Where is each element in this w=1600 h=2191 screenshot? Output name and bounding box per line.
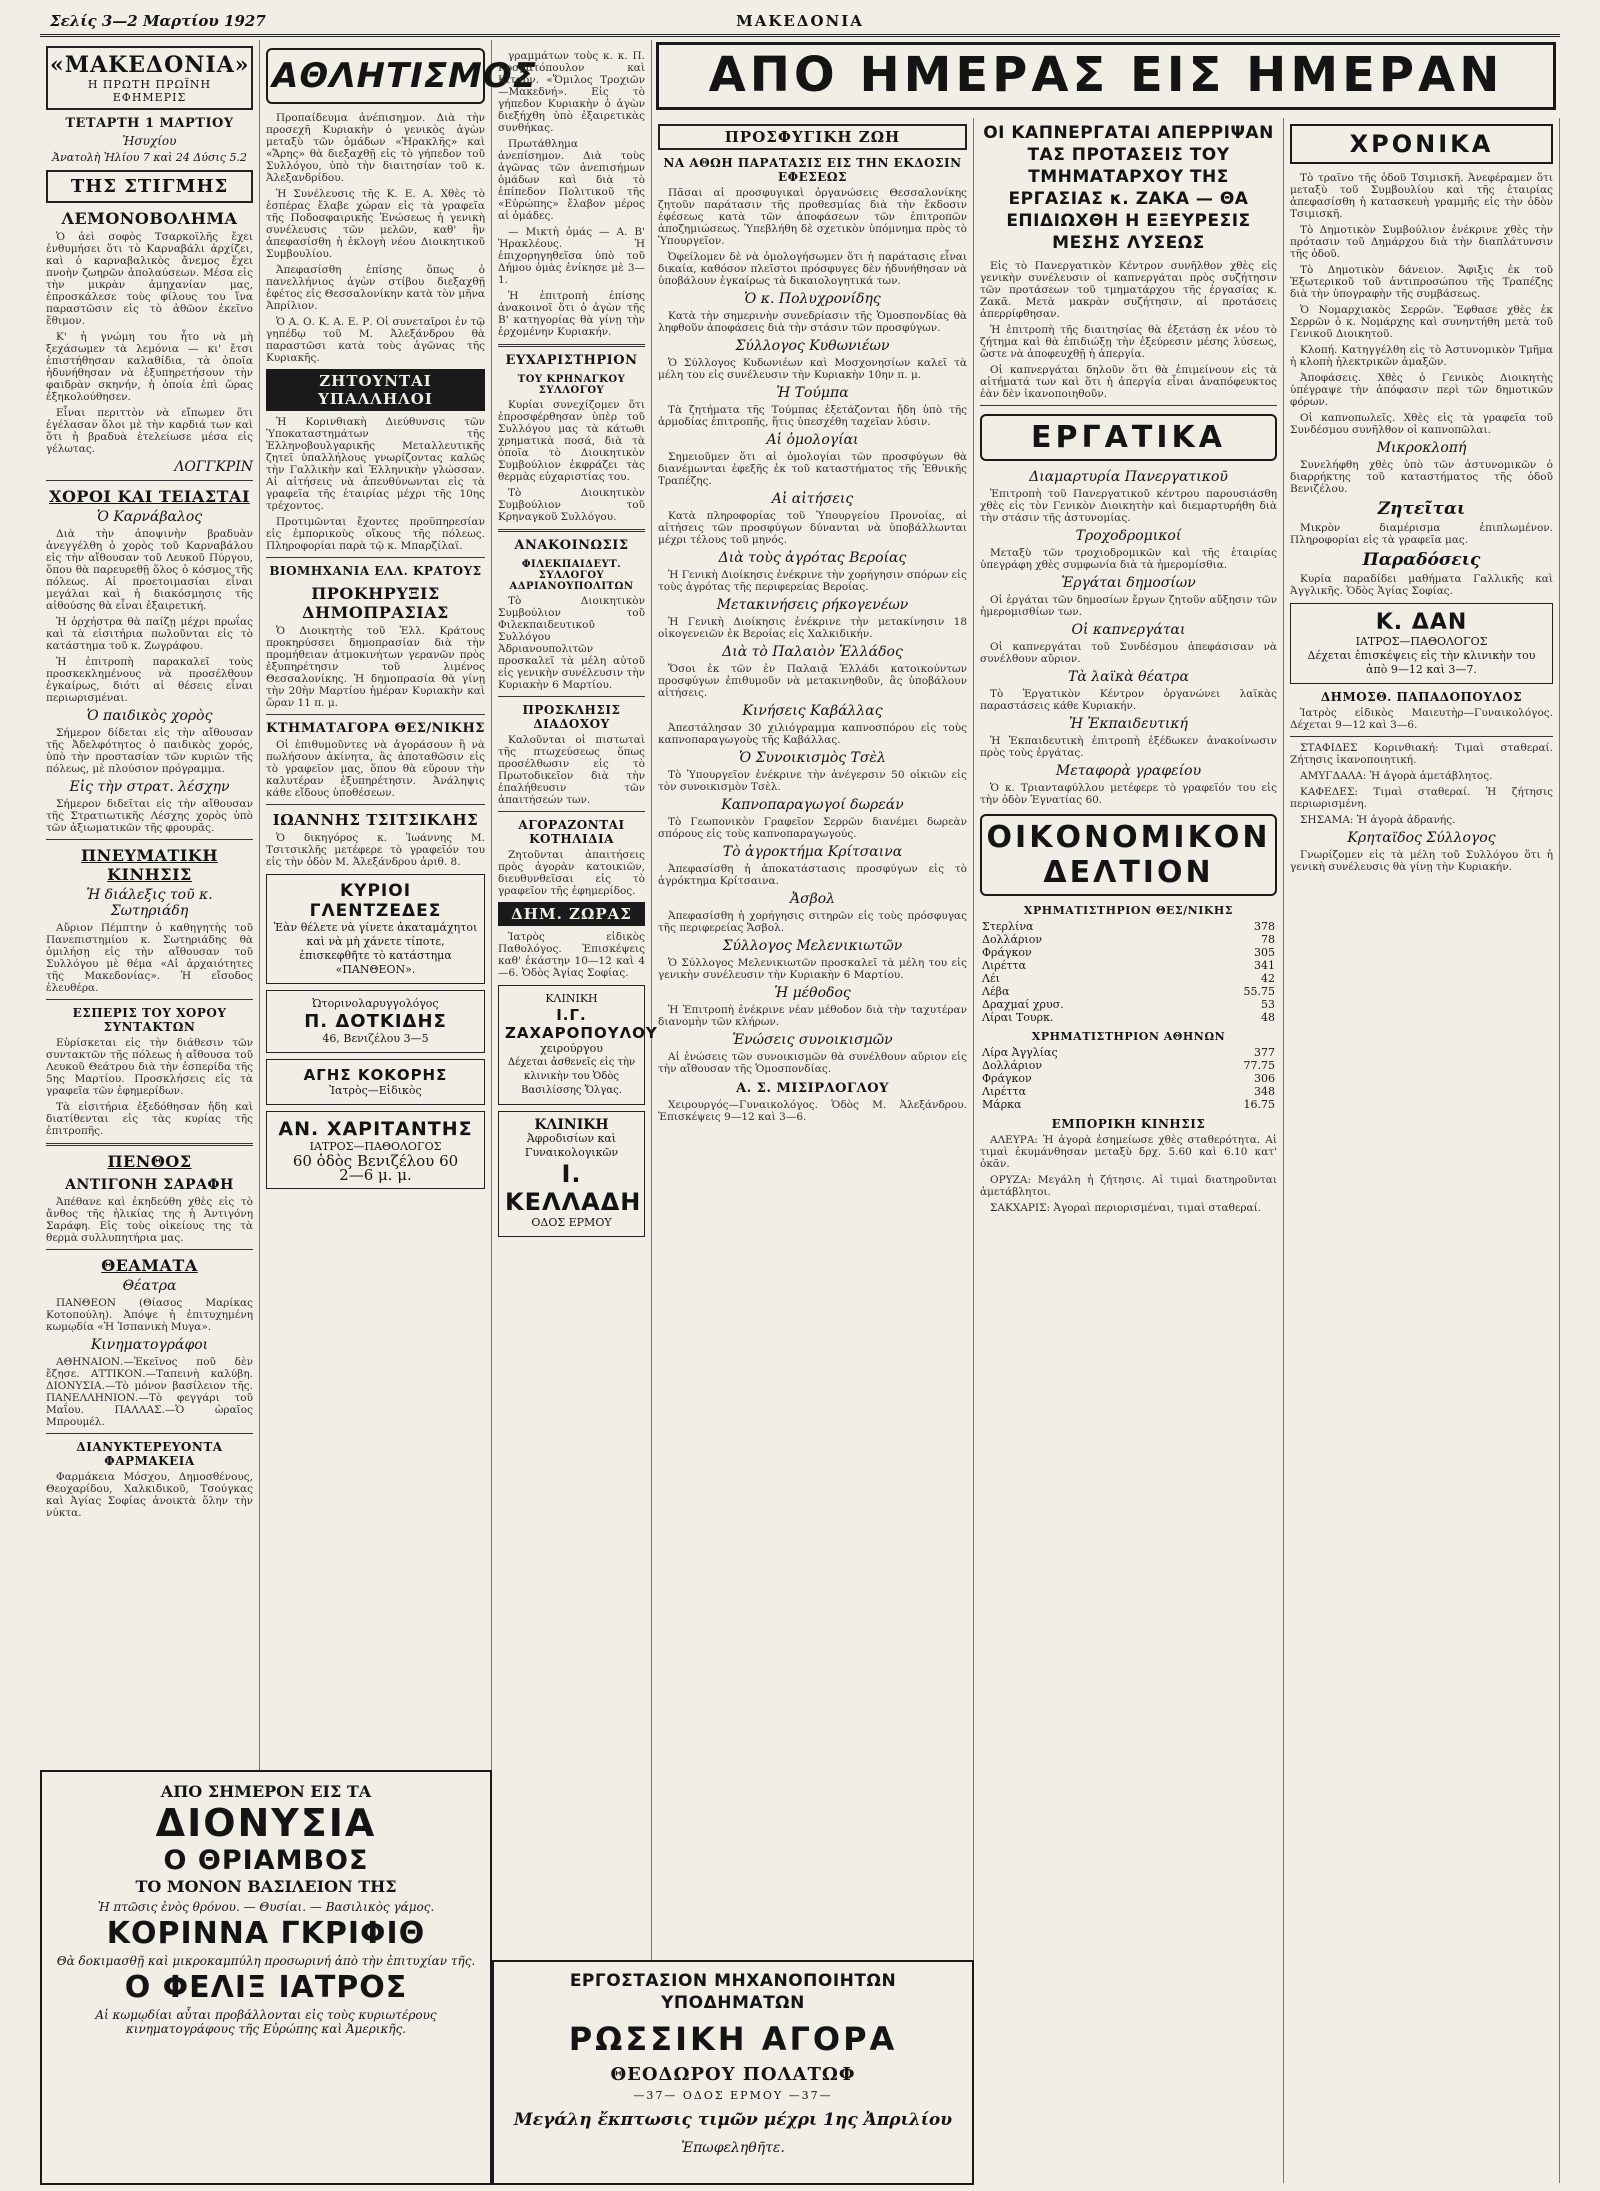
xrimat2-table <box>980 1046 1277 1111</box>
klinikh1: ΚΛΙΝΙΚΗ <box>545 992 598 1005</box>
omologia-title: Αἱ ὁμολογίαι <box>766 432 859 448</box>
paidikos-title: Ὁ παιδικὸς χορὸς <box>86 708 213 724</box>
dionysia-b: ΔΙΟΝΥΣΙΑ <box>155 1801 377 1845</box>
xrimat-rate: 341 <box>1254 959 1275 972</box>
kapnergatai-headline: ΟΙ ΚΑΠΝΕΡΓΑΤΑΙ ΑΠΕΡΡΙΨΑΝ ΤΑΣ ΠΡΟΤΑΣΕΙΣ ΤΟΥ ΤΜΗΜΑΤΑΡΧΟΥ ΤΗΣ ΕΡΓΑΣΙΑΣ κ. ΖΑΚΑ — ΘΑ ΕΠΙΔΙΩΧΘΗ Η ΕΞΕΥΡΕΣΙΣ ΜΕΣΗΣ ΛΥΣΕΩΣ <box>983 123 1274 253</box>
xrimat2-rate: 348 <box>1254 1085 1275 1098</box>
klinikh2: ΚΛΙΝΙΚΗ <box>534 1117 609 1133</box>
xrimat-rate: 53 <box>1261 998 1275 1011</box>
athoh-title: ΝΑ ΑΘΩΗ ΠΑΡΑΤΑΣΙΣ ΕΙΣ ΤΗΝ ΕΚΔΟΣΙΝ ΕΦΕΣΕΩΣ <box>663 156 962 184</box>
xrimat-title: ΧΡΗΜΑΤΙΣΤΗΡΙΟΝ ΘΕΣ/ΝΙΚΗΣ <box>1023 904 1234 917</box>
agis-sub: Ἰατρὸς—Εἰδικὸς <box>329 1084 422 1097</box>
prosfygiki-box <box>658 124 967 150</box>
xrimat-row <box>980 972 1277 985</box>
diam-title: Διαμαρτυρία Πανεργατικοῦ <box>1029 469 1228 485</box>
zaxaropoulou-sub: χειρούργου <box>540 1042 603 1055</box>
saint: Ἡσυχίου <box>122 134 177 148</box>
glentzedes-ad: ΚΥΡΙΟΙ ΓΛΕΝΤΖΕΔΕΣ Ἐὰν θέλετε νὰ γίνετε ἀκαταμάχητοι καὶ νὰ μὴ χάνετε τίποτε, ἐπισκεφθῆτε τὸ κατάστημα «ΠΑΝΘΕΟΝ». <box>266 874 485 984</box>
dionysia-d: ΤΟ ΜΟΝΟΝ ΒΑΣΙΛΕΙΟΝ ΤΗΣ <box>135 1877 397 1896</box>
viomix-title: ΒΙΟΜΗΧΑΝΙΑ ΕΛΛ. ΚΡΑΤΟΥΣ <box>269 564 482 578</box>
dionysia-a: ΑΠΟ ΣΗΜΕΡΟΝ ΕΙΣ ΤΑ <box>160 1782 372 1801</box>
meleniko-title: Σύλλογος Μελενικιωτῶν <box>722 938 903 954</box>
ergost-d: —37— ΟΔΟΣ ΕΡΜΟΥ —37— <box>633 2089 833 2102</box>
xrimat-rate: 48 <box>1261 1011 1275 1024</box>
xaritantis-addr: 60 ὁδὸς Βενιζέλου 60 <box>292 1152 459 1170</box>
agathi-title: Διὰ τοὺς ἀγρότας Βεροίας <box>718 550 907 566</box>
xrimat2-row <box>980 1046 1277 1059</box>
otor-sub: Ὠτορινολαρυγγολόγος <box>312 997 439 1010</box>
prosklisis-title: ΠΡΟΣΚΛΗΣΙΣ ΔΙΑΔΟΧΟΥ <box>522 703 621 731</box>
anakoinosis-title: ΑΝΑΚΟΙΝΩΣΙΣ <box>514 538 629 553</box>
xrimat2-rate: 377 <box>1254 1046 1275 1059</box>
column-1: «ΜΑΚΕΔΟΝΙΑ» Η ΠΡΩΤΗ ΠΡΩΪΝΗ ΕΦΗΜΕΡΙΣ ΤΕΤΑΡΤΗ 1 ΜΑΡΤΙΟΥ Ἡσυχίου Ἀνατολὴ Ἡλίου 7 καὶ 24 Δύσις 5.2 ΤΗΣ ΣΤΙΓΜΗΣ ΛΕΜΟΝΟΒΟΛΗΜΑ Ὁ ἀεὶ σοφὸς Τσαρκοϊλῆς ἔχει ἐνθυμήσει ὅτι τὸ Καρναβάλι ἀρχίζει, καὶ ὁ καρναβαλικὸς ἄνεμος ἔχει πνοὴν ζωηρῶν ἀπολαύσεων. Μέσα εἰς τὴν μικρὰν ἀμηχανίαν μας, ἐπροσκάλεσε τοὺς φίλους του ἵνα παραστῶσιν εἰς τὸ ἀθῶον ἐκεῖνο ἔθιμον. Κ' ἡ γνώμη του ἦτο νὰ μὴ ξεχάσωμεν τὰ λεμόνια — κι' ἔτσι ἐπιστήθησαν καλαθίδια, τὰ ὁποῖα ἠδυνήθησαν νὰ ἐξυπηρετήσουν τὴν φαιδρὰν σκηνήν, ἡ ὁποία ἐπὶ ὥρας ἐξηκολούθησεν. Εἶναι περιττὸν νὰ εἴπωμεν ὅτι ἐγέλασαν ὅλοι μὲ τὴν καρδιά των καὶ ὅτι ἡ βραδυὰ ἐτελείωσε μέσα εἰς γέλωτας. ΛΟΓΓΚΡΙΝ ΧΟΡΟΙ ΚΑΙ ΤΕΙΑΣΤΑΙ Ὁ Καρνάβαλος Διὰ τὴν ἀποψινὴν βραδυὰν ἀνεγγέλθη ὁ χορὸς τοῦ Καρναβάλου εἰς τὴν αἴθουσαν τοῦ Λευκοῦ Πύργου, ὅπου θὰ παρευρεθῇ ὅλος ὁ κόσμος τῆς πόλεως. Αἱ προετοιμασίαι εἶναι μεγάλαι καὶ ἡ διακόσμησις τῆς αἰθούσης θὰ εἶναι ἐξαιρετική. Ἡ ὀρχήστρα θὰ παίζῃ μέχρι πρωΐας καὶ τὰ εἰσιτήρια πωλοῦνται εἰς τὸ κατάστημα τοῦ κ. Ζωγράφου. Ἡ ἐπιτροπὴ παρακαλεῖ τοὺς προσκεκλημένους νὰ προσέλθουν ἐγκαίρως, διότι αἱ θέσεις εἶναι περιωρισμέναι. Ὁ παιδικὸς χορὸς Σήμερον δίδεται εἰς τὴν αἴθουσαν τῆς Ἀδελφότητος ὁ παιδικὸς χορός, ὑπὸ τὴν προστασίαν τῶν κυριῶν τῆς πόλεως, μὲ πλούσιον πρόγραμμα. Εἰς τὴν στρατ. λέσχην Σήμερον διδεῖται εἰς τὴν αἴθουσαν τῆς Στρατιωτικῆς Λέσχης χορὸς ὑπὸ τῶν ἀξιωματικῶν τῆς φρουρᾶς. ΠΝΕΥΜΑΤΙΚΗ ΚΙΝΗΣΙΣ Ἡ διάλεξις τοῦ κ. Σωτηριάδη Αὔριον Πέμπτην ὁ καθηγητὴς τοῦ Πανεπιστημίου κ. Σωτηριάδης θὰ ὁμιλήσῃ εἰς τὴν αἴθουσαν τοῦ Συλλόγου μὲ θέμα «Αἱ ἀρχαιότητες τῆς Μακεδονίας». Ἡ εἴσοδος ἐλευθέρα. ΕΣΠΕΡΙΣ ΤΟΥ ΧΟΡΟΥ ΣΥΝΤΑΚΤΩΝ Εὑρίσκεται εἰς τὴν διάθεσιν τῶν συντακτῶν τῆς πόλεως ἡ αἴθουσα τοῦ Λευκοῦ Θεάτρου διὰ τὴν ἐσπερίδα τῆς 5ης Μαρτίου. Προσκλήσεις εἰς τὰ γραφεῖα τῶν ἐφημερίδων. Τὰ εἰσιτήρια ἐξεδόθησαν ἤδη καὶ διατίθενται εἰς τὰς κυρίας τῆς ἐπιτροπῆς. ΠΕΝΘΟΣ ΑΝΤΙΓΟΝΗ ΣΑΡΑΦΗ Ἀπέθανε καὶ ἐκηδεύθη χθὲς εἰς τὸ ἄνθος τῆς ἡλικίας της ἡ Ἀντιγόνη Σαράφη. Εἰς τοὺς οἰκείους της τὰ θερμὰ συλλυπητήρια μας. ΘΕΑΜΑΤΑ Θέατρα ΠΑΝΘΕΟΝ (Θίασος Μαρίκας Κοτοπούλη). Ἀπόψε ἡ ἐπιτυχημένη κωμῳδία «Ἡ Ἰσπανικὴ Μυγα». Κινηματογράφοι ΑΘΗΝΑΙΟΝ.—Ἐκεῖνος ποῦ δὲν ἔζησε. ΑΤΤΙΚΟΝ.—Ταπεινὴ καλύβη. ΔΙΟΝΥΣΙΑ.—Τὸ μόνον βασίλειον τῆς. ΠΑΝΕΛΛΗΝΙΟΝ.—Τὸ φεγγάρι τοῦ Μαΐου. ΠΑΛΛΑΣ.—Ὁ ὡραῖος Μπρουμέλ. ΔΙΑΝΥΚΤΕΡΕΥΟΝΤΑ ΦΑΡΜΑΚΕΙΑ Φαρμάκεια Μόσχου, Δημοσθένους, Θεοχαρίδου, Χαλκιδικοῦ, Τσούγκας καὶ Ἀγίας Σοφίας ἀνοικτὰ ὅλην τὴν νύκτα. <box>40 40 260 2183</box>
ergates-title: Ἐργάται δημοσίων <box>1061 575 1196 591</box>
signature-1: ΛΟΓΓΚΡΙΝ <box>174 459 253 475</box>
ioannis-title: ΙΩΑΝΝΗΣ ΤΣΙΤΣΙΚΛΗΣ <box>272 811 479 829</box>
krinagou-title: ΤΟΥ ΚΡΗΝΑΓΚΟΥ ΣΥΛΛΟΓΟΥ <box>517 374 626 396</box>
zaxaropoulou-ad: ΚΛΙΝΙΚΗ Ι.Γ. ΖΑΧΑΡΟΠΟΥΛΟΥ χειρούργου Δέχεται ἀσθενεῖς εἰς τὴν κλινικὴν του Ὁδὸς Βασιλίσσης Ὄλγας. <box>498 985 645 1105</box>
kellad-ad <box>498 1111 645 1237</box>
karnavalos-title: Ὁ Καρνάβαλος <box>96 509 203 525</box>
kellad-sub: Ἀφροδισίων καὶ Γυναικολογικῶν <box>524 1132 619 1159</box>
ergost-a: ΕΡΓΟΣΤΑΣΙΟΝ ΜΗΧΑΝΟΠΟΙΗΤΩΝ ΥΠΟΔΗΜΑΤΩΝ <box>569 1971 897 2013</box>
mikrokl-title: Μικροκλοπή <box>1376 440 1467 456</box>
kapn-title: Οἱ καπνεργάται <box>1071 622 1186 638</box>
xrimat2-currency: Δολλάριον <box>982 1059 1043 1072</box>
agis-name: ΑΓΗΣ ΚΟΚΟΡΗΣ <box>303 1066 448 1084</box>
dan-sub: ΙΑΤΡΟΣ—ΠΑΘΟΛΟΓΟΣ <box>1355 635 1488 648</box>
euxaristirion-title: ΕΥΧΑΡΙΣΤΗΡΙΟΝ <box>505 353 638 368</box>
xrimat-row <box>980 933 1277 946</box>
xrimat2-rate: 77.75 <box>1243 1059 1275 1072</box>
paradoseis-title: Παραδόσεις <box>1362 550 1481 570</box>
ergatika-title: ΕΡΓΑΤΙΚΑ <box>980 414 1277 461</box>
ktimatagora-title: ΚΤΗΜΑΤΑΓΟΡΑ ΘΕΣ/ΝΙΚΗΣ <box>266 721 485 736</box>
athlitismos-header <box>266 48 538 104</box>
laika-title: Τὰ λαϊκὰ θέατρα <box>1068 669 1189 685</box>
methodos-title: Ἡ μέθοδος <box>774 985 851 1001</box>
kyrioi-title: ΚΥΡΙΟΙ ΓΛΕΝΤΖΕΔΕΣ <box>309 881 442 921</box>
column-2: ΑΘΛΗΤΙΣΜΟΣ Προπαίδευμα ἀνέπισημον. Διὰ τὴν προσεχῆ Κυριακὴν ὁ γενικὸς ἀγὼν μεταξὺ τῶν ὁμάδων «Ἡρακλῆς» καὶ «Ἄρης» θὰ διεξαχθῇ εἰς τὸ γήπεδον τοῦ Συλλόγου, ὑπὸ τὴν διαιτησίαν τοῦ κ. Ἀλεξανδρίδου. Ἡ Συνέλευσις τῆς Κ. Ε. Α. Χθὲς τὸ ἑσπέρας ἔλαβε χώραν εἰς τὰ γραφεῖα τῆς Ποδοσφαιρικῆς Ἑνώσεως ἡ γενικὴ συνέλευσις τῶν μελῶν, καθ' ἣν ἀπεφασίσθη ἡ ἐκλογὴ νέου Διοικητικοῦ Συμβουλίου. Ἀπεφασίσθη ἐπίσης ὅπως ὁ πανελλήνιος ἀγὼν στίβου διεξαχθῇ ἐφέτος εἰς Θεσσαλονίκην κατὰ τὸν μῆνα Ἀπρίλιον. Ὁ Α. Ο. Κ. Α. Ε. Ρ. Οἱ συνεταῖροι ἐν τῷ γηπέδῳ τοῦ Μ. Ἀλεξάνδρου θὰ παραστῶσι κατὰ τοὺς ἀγῶνας τῆς Κυριακῆς. ΖΗΤΟΥΝΤΑΙ ΥΠΑΛΛΗΛΟΙ Ἡ Κορινθιακὴ Διεύθυνσις τῶν Ὑποκαταστημάτων τῆς Ἑλληνοβουλγαρικῆς Μεταλλευτικῆς ζητεῖ ὑπαλλήλους γνωρίζοντας καλῶς τὴν Γαλλικὴν καὶ Ἑλληνικὴν γλώσσαν. Αἱ αἰτήσεις νὰ ἀπευθύνωνται εἰς τὰ γραφεῖα τῆς ἑταιρίας μέχρι τῆς 10ης τρέχοντος. Προτιμῶνται ἔχοντες προϋπηρεσίαν εἰς ἐμπορικοὺς οἴκους τῆς πόλεως. Πληροφορίαι παρὰ τῷ κ. Μπαρζίλαϊ. ΒΙΟΜΗΧΑΝΙΑ ΕΛΛ. ΚΡΑΤΟΥΣ ΠΡΟΚΗΡΥΞΙΣ ΔΗΜΟΠΡΑΣΙΑΣ Ὁ Διοικητὴς τοῦ Ἐλλ. Κράτους προκηρύσσει δημοπρασίαν διὰ τὴν προμήθειαν ἀτμοκινήτων γερανῶν πρὸς ἐξυπηρέτησιν τοῦ λιμένος Θεσσαλονίκης. Ἡ δημοπρασία θὰ γίνῃ τὴν 20ὴν Μαρτίου ἡμέραν Κυριακὴν καὶ ὥραν 11 π. μ. ΚΤΗΜΑΤΑΓΟΡΑ ΘΕΣ/ΝΙΚΗΣ Οἱ ἐπιθυμοῦντες νὰ ἀγοράσουν ἢ νὰ πωλήσουν ἀκίνητα, ἂς ἀποταθῶσιν εἰς τὸ γραφεῖον μας, ὅπου θὰ εὕρουν τὴν καλυτέραν ἐξυπηρέτησιν. Ἀνάληψις κάθε εἴδους ὑποθέσεων. ΙΩΑΝΝΗΣ ΤΣΙΤΣΙΚΛΗΣ Ὁ δικηγόρος κ. Ἰωάννης Μ. Τσιτσικλῆς μετέφερε τὸ γραφεῖόν του εἰς τὴν ὁδὸν Μ. Ἀλεξάνδρου ἀριθ. 8. ΚΥΡΙΟΙ ΓΛΕΝΤΖΕΔΕΣ Ἐὰν θέλετε νὰ γίνετε ἀκαταμάχητοι καὶ νὰ μὴ χάνετε τίποτε, ἐπισκεφθῆτε τὸ κατάστημα «ΠΑΝΘΕΟΝ». Ὠτορινολαρυγγολόγος Π. ΔΟΤΚΙΔΗΣ 46, Βενιζέλου 3—5 ΑΓΗΣ ΚΟΚΟΡΗΣ Ἰατρὸς—Εἰδικὸς ΑΝ. ΧΑΡΙΤΑΝΤΗΣ ΙΑΤΡΟΣ—ΠΑΘΟΛΟΓΟΣ 60 ὁδὸς Βενιζέλου 60 2—6 μ. μ. <box>260 40 492 2183</box>
xrimat2-row <box>980 1072 1277 1085</box>
stigmis-title: ΤΗΣ ΣΤΙΓΜΗΣ <box>70 176 229 197</box>
kinim-title: Κινηματογράφοι <box>90 1337 209 1353</box>
oikon-title: ΟΙΚΟΝΟΜΙΚΟΝ ΔΕΛΤΙΟΝ <box>980 814 1277 896</box>
column-4: ΠΡΟΣΦΥΓΙΚΗ ΖΩΗ ΝΑ ΑΘΩΗ ΠΑΡΑΤΑΣΙΣ ΕΙΣ ΤΗΝ ΕΚΔΟΣΙΝ ΕΦΕΣΕΩΣ Πᾶσαι αἱ προσφυγικαὶ ὀργανώσεις Θεσσαλονίκης ζητοῦν παράτασιν τῆς προθεσμίας διὰ τὴν ἔκδοσιν ἐφέσεως κατὰ τῶν ἀποφάσεων τῶν ἐπιτροπῶν ἀποζημιώσεως. Ὑπεβλήθη δὲ σχετικὸν ὑπόμνημα πρὸς τὸ Ὑπουργεῖον. Ὀφείλομεν δὲ νὰ ὁμολογήσωμεν ὅτι ἡ παράτασις εἶναι δικαία, καθόσον πλεῖστοι πρόσφυγες δὲν ἠδυνήθησαν νὰ ὑποβάλουν ἐγκαίρως τὰ δικαιολογητικά των. Ὁ κ. Πολυχρονίδης Κατὰ τὴν σημερινὴν συνεδρίασιν τῆς Ὁμοσπονδίας θὰ ληφθοῦν ἀποφάσεις διὰ τὴν στάσιν τῶν προσφύγων. Σύλλογος Κυθωνιέων Ὁ Σύλλογος Κυδωνιέων καὶ Μοσχονησίων καλεῖ τὰ μέλη του εἰς συνέλευσιν τὴν Κυριακὴν 10ην π. μ. Ἡ Τούμπα Τὰ ζητήματα τῆς Τούμπας ἐξετάζονται ἤδη ὑπὸ τῆς ἁρμοδίας ἐπιτροπῆς, ἥτις ὑπεσχέθη ταχεῖαν λύσιν. Αἱ ὁμολογίαι Σημειοῦμεν ὅτι αἱ ὁμολογίαι τῶν προσφύγων θὰ διανέμωνται ἐφεξῆς ἐκ τοῦ καταστήματος τῆς Ἐθνικῆς Τραπέζης. Αἱ αἰτήσεις Κατὰ πληροφορίας τοῦ Ὑπουργείου Προνοίας, αἱ αἰτήσεις τῶν προσφύγων δύνανται νὰ ὑποβάλλωνται μέχρι τέλους τοῦ μηνός. Διὰ τοὺς ἀγρότας Βεροίας Ἡ Γενικὴ Διοίκησις ἐνέκρινε τὴν χορήγησιν σπόρων εἰς τοὺς ἀγρότας τῆς περιφερείας Βεροίας. Μετακινήσεις ρήκογενέων Ἡ Γενικὴ Διοίκησις ἐνέκρινε τὴν μετακίνησιν 18 οἰκογενειῶν ἐκ Βεροίας εἰς Χαλκιδικήν. Διὰ τὸ Παλαιὸν Ἑλλάδος Ὅσοι ἐκ τῶν ἐν Παλαιᾷ Ἑλλάδι κατοικούντων προσφύγων ἐπιθυμοῦν νὰ μετακινηθοῦν, ἂς ὑποβάλουν αἰτήσεις. Κινήσεις Καβάλλας Ἀπεστάλησαν 30 χιλιόγραμμα καπνοσπόρου εἰς τοὺς καπνοπαραγωγοὺς τῆς Καβάλλας. Ὁ Συνοικισμὸς Τσὲλ Τὸ Ὑπουργεῖον ἐνέκρινε τὴν ἀνέγερσιν 50 οἰκιῶν εἰς τὸν συνοικισμὸν Τσὲλ. Καπνοπαραγωγοί δωρεάν Τὸ Γεωπονικὸν Γραφεῖον Σερρῶν διανέμει δωρεὰν σπόρους εἰς τοὺς καπνοπαραγωγούς. Τὸ ἀγροκτήμα Κρίτσαινα Ἀπεφασίσθη ἡ ἀποκατάστασις προσφύγων εἰς τὸ ἀγρόκτημα Κρίτσαινα. Ἀσβολ Ἀπεφασίσθη ἡ χορήγησις σιτηρῶν εἰς τοὺς πρόσφυγας τῆς περιφερείας Ἄσβολ. Σύλλογος Μελενικιωτῶν Ὁ Σύλλογος Μελενικιωτῶν προσκαλεῖ τὰ μέλη του εἰς γενικὴν συνέλευσιν τὴν Κυριακὴν 6 Μαρτίου. Ἡ μέθοδος Ἡ Ἐπιτροπὴ ἐνέκρινε νέαν μέθοδον διὰ τὴν ταχυτέραν διανομὴν τῶν κλήρων. Ἑνώσεις συνοικισμῶν Αἱ ἑνώσεις τῶν συνοικισμῶν θὰ συνέλθουν αὔριον εἰς τὴν αἴθουσαν τῆς Ὁμοσπονδίας. Α. Σ. ΜΙΣΙΡΛΟΓΛΟΥ Χειρουργός—Γυναικολόγος. Ὁδὸς Μ. Ἀλεξάνδρου. Ἐπισκέψεις 9—12 καὶ 3—6. <box>652 118 974 2183</box>
xrimat2-currency: Λίρα Ἀγγλίας <box>982 1046 1058 1059</box>
column-3: γραμμάτων τοὺς κ. κ. Π. Κοσματόπουλον καὶ Κίτσον. «Ὅμιλος Τροχιῶν—Μακεδνή». Εἰς τὸ γήπεδον Κυριακὴν ὁ ἀγὼν διεξήχθη ὑπὸ ἐξαιρετικὰς συνθήκας. Πρωτάθλημα ἀνεπίσημον. Διὰ τοὺς ἀγῶνας τῶν ἀνεπισήμων ὁμάδων καὶ διὰ τὸ ἐπίπεδον Πολιτικοῦ τῆς «Εὐρώπης» ἔλαβον μέρος αἱ ὁμάδες. — Μικτὴ ὁμάς — Α. Β' Ἡρακλέους. Ἡ ἐπιχορηγηθεῖσα ὑπὸ τοῦ Δήμου ὁμὰς ἐνίκησε μὲ 3—1. Ἡ ἐπιτροπὴ ἐπίσης ἀνακοινοῖ ὅτι ὁ ἀγὼν τῆς Β' κατηγορίας θὰ γίνῃ τὴν ἐρχομένην Κυριακήν. ΕΥΧΑΡΙΣΤΗΡΙΟΝ ΤΟΥ ΚΡΗΝΑΓΚΟΥ ΣΥΛΛΟΓΟΥ Κυρίαι συνεχίζομεν ὅτι ἐπροσφέρθησαν ὑπὲρ τοῦ Συλλόγου μας τὰ κάτωθι χρηματικὰ ποσά, διὰ τὰ ὁποῖα τὸ Διοικητικὸν Συμβούλιον ἐκφράζει τὰς θερμὰς εὐχαριστίας του. Τὸ Διοικητικὸν Συμβούλιον τοῦ Κρηναγκοῦ Συλλόγου. ΑΝΑΚΟΙΝΩΣΙΣ ΦΙΛΕΚΠΑΙΔΕΥΤ. ΣΥΛΛΟΓΟΥ ΑΔΡΙΑΝΟΥΠΟΛΙΤΩΝ Τὸ Διοικητικὸν Συμβούλιον τοῦ Φιλεκπαιδευτικοῦ Συλλόγου Ἀδριανουπολιτῶν προσκαλεῖ τὰ μέλη αὐτοῦ εἰς γενικὴν συνέλευσιν τὴν Κυριακὴν 6 Μαρτίου. ΠΡΟΣΚΛΗΣΙΣ ΔΙΑΔΟΧΟΥ Καλοῦνται οἱ πιστωταὶ τῆς πτωχεύσεως ὅπως προσέλθωσιν εἰς τὸ Πρωτοδικεῖον διὰ τὴν ἐπαλήθευσιν τῶν ἀπαιτήσεών των. ΑΓΟΡΑΖΟΝΤΑΙ ΚΟΤΗΛΙΔΙΑ Ζητοῦνται ἀπαιτήσεις πρὸς ἀγορὰν κατοικιῶν, διευθυνθεῖσαι εἰς τὸ γραφεῖον τῆς ἐφημερίδος. ΔΗΜ. ΖΩΡΑΣ Ἰατρὸς εἰδικὸς Παθολόγος. Ἐπισκέψεις καθ' ἑκάστην 10—12 καὶ 4—6. Ὁδὸς Ἀγίας Σοφίας. ΚΛΙΝΙΚΗ Ι.Γ. ΖΑΧΑΡΟΠΟΥΛΟΥ χειρούργου Δέχεται ἀσθενεῖς εἰς τὴν κλινικὴν του Ὁδὸς Βασιλίσσης Ὄλγας. ΚΛΙΝΙΚΗ Ἀφροδισίων καὶ Γυναικολογικῶν Ι. ΚΕΛΛΑΔΗ ΟΔΟΣ ΕΡΜΟΥ <box>492 40 652 2183</box>
dionysia-e: ΚΟΡΙΝΝΑ ΓΚΡΙΦΙΘ <box>106 1916 426 1951</box>
ergost-c: ΘΕΟΔΩΡΟΥ ΠΟΛΑΤΩΦ <box>610 2064 856 2085</box>
palaia-title: Διὰ τὸ Παλαιὸν Ἑλλάδος <box>722 644 903 660</box>
dan-name: Κ. ΔΑΝ <box>1375 610 1468 635</box>
xrimat-rate: 42 <box>1261 972 1275 985</box>
esperida-title: ΕΣΠΕΡΙΣ ΤΟΥ ΧΟΡΟΥ ΣΥΝΤΑΚΤΩΝ <box>72 1006 227 1034</box>
xrimat-row <box>980 946 1277 959</box>
stigmis-box <box>46 170 253 203</box>
penthos-title: ΠΕΝΘΟΣ <box>107 1152 192 1171</box>
xrimat-row <box>980 959 1277 972</box>
kellad-name: Ι. ΚΕΛΛΑΔΗ <box>505 1160 642 1216</box>
main-banner <box>656 42 1556 110</box>
masthead-bar <box>40 8 1560 37</box>
antigoni-title: ΑΝΤΙΓΟΝΗ ΣΑΡΑΦΗ <box>65 1177 234 1193</box>
synoik-title: Ὁ Συνοικισμὸς Τσὲλ <box>739 750 886 766</box>
dionysia-ad: ΑΠΟ ΣΗΜΕΡΟΝ ΕΙΣ ΤΑ ΔΙΟΝΥΣΙΑ Ο ΘΡΙΑΜΒΟΣ ΤΟ ΜΟΝΟΝ ΒΑΣΙΛΕΙΟΝ ΤΗΣ Ἡ πτῶσις ἑνὸς θρόνου. — Θυσίαι. — Βασιλικὸς γάμος. ΚΟΡΙΝΝΑ ΓΚΡΙΦΙΘ Θὰ δοκιμασθῇ καὶ μικροκαμπύλη προσωρινή ἀπὸ τὴν ἐπιτυχίαν τῆς. Ο ΦΕΛΙΞ ΙΑΤΡΟΣ Αἱ κωμῳδίαι αὗται προβάλλονται εἰς τοὺς κυριωτέρους κινηματογράφους τῆς Εὐρώπης καὶ Ἀμερικῆς. <box>40 1770 492 2185</box>
stratlesxi-title: Εἰς τὴν στρατ. λέσχην <box>69 779 230 795</box>
xrimat-currency: Δραχμαί χρυσ. <box>982 998 1064 1011</box>
trox-title: Τροχοδρομικοί <box>1075 528 1182 544</box>
aitiseis-title: Αἱ αἰτήσεις <box>771 491 854 507</box>
dotkidis-ad <box>266 990 485 1053</box>
xrimat2-rate: 16.75 <box>1243 1098 1275 1111</box>
xrimat-rate: 305 <box>1254 946 1275 959</box>
metaxin-title: Μετακινήσεις ρήκογενέων <box>716 597 909 613</box>
xrimat2-row <box>980 1098 1277 1111</box>
xrimat-currency: Στερλίνα <box>982 920 1034 933</box>
kokoris-ad <box>266 1059 485 1105</box>
toumpa-title: Ἡ Τούμπα <box>776 385 849 401</box>
zitountai-title: ΖΗΤΟΥΝΤΑΙ ΥΠΑΛΛΗΛΟΙ <box>266 369 485 411</box>
ergost-f: Ἐπωφεληθῆτε. <box>681 2140 785 2156</box>
ergost-b: ΡΩΣΣΙΚΗ ΑΓΟΡΑ <box>568 2020 898 2058</box>
paper-name: ΜΑΚΕΔΟΝΙΑ <box>736 12 864 30</box>
xrimat-row <box>980 985 1277 998</box>
xrimat-rate: 78 <box>1261 933 1275 946</box>
xrimat-rate: 55.75 <box>1243 985 1275 998</box>
xaritantis-sub: ΙΑΤΡΟΣ—ΠΑΘΟΛΟΓΟΣ <box>309 1140 442 1153</box>
xrimat-row <box>980 1011 1277 1024</box>
synoikismon-title: Ἑνώσεις συνοικισμῶν <box>732 1032 893 1048</box>
xrimat-table <box>980 920 1277 1024</box>
polyxronidis-title: Ὁ κ. Πολυχρονίδης <box>744 291 881 307</box>
xrimat-currency: Φράγκον <box>982 946 1032 959</box>
dionysia-c: Ο ΘΡΙΑΜΒΟΣ <box>163 1845 369 1876</box>
agorazontai-title: ΑΓΟΡΑΖΟΝΤΑΙ ΚΟΤΗΛΙΔΙΑ <box>518 818 625 846</box>
nameplate-box <box>46 46 253 110</box>
xronika-title: ΧΡΟΝΙΚΑ <box>1290 124 1553 164</box>
page-date: Σελίς 3—2 Μαρτίου 1927 <box>50 12 266 30</box>
lemon-title: ΛΕΜΟΝΟΒΟΛΗΜΑ <box>61 209 238 228</box>
day-line: ΤΕΤΑΡΤΗ 1 ΜΑΡΤΙΟΥ <box>65 116 234 131</box>
xoroi-title: ΧΟΡΟΙ ΚΑΙ ΤΕΙΑΣΤΑΙ <box>49 487 250 506</box>
sun-times: Ἀνατολὴ Ἡλίου 7 καὶ 24 Δύσις 5.2 <box>52 151 247 164</box>
athlitismos-title: ΑΘΛΗΤΙΣΜΟΣ <box>272 56 538 96</box>
xrimat2-currency: Φράγκον <box>982 1072 1032 1085</box>
xrimat-rate: 378 <box>1254 920 1275 933</box>
xrimat-row <box>980 920 1277 933</box>
xrimat-currency: Λέι <box>982 972 1000 985</box>
farmakeia-title: ΔΙΑΝΥΚΤΕΡΕΥΟΝΤΑ ΦΑΡΜΑΚΕΙΑ <box>76 1440 223 1468</box>
fileknp-title: ΦΙΛΕΚΠΑΙΔΕΥΤ. ΣΥΛΛΟΓΟΥ ΑΔΡΙΑΝΟΥΠΟΛΙΤΩΝ <box>509 559 634 592</box>
prokirixis-title: ΠΡΟΚΗΡΥΞΙΣ ΔΗΜΟΠΡΑΣΙΑΣ <box>302 584 449 622</box>
nameplate: «ΜΑΚΕΔΟΝΙΑ» <box>50 52 250 78</box>
nameplate-sub: Η ΠΡΩΤΗ ΠΡΩΪΝΗ ΕΦΗΜΕΡΙΣ <box>87 78 212 104</box>
ekp-title: Ἡ Ἐκπαιδευτική <box>1069 716 1188 732</box>
kritsaina-title: Τὸ ἀγροκτήμα Κρίτσαινα <box>722 844 903 860</box>
xaritantis-ad <box>266 1111 485 1189</box>
xrimat-currency: Δολλάριον <box>982 933 1043 946</box>
kinisis-title: Κινήσεις Καβάλλας <box>742 703 883 719</box>
xaritantis-hours: 2—6 μ. μ. <box>339 1166 412 1184</box>
ergost-e: Μεγάλη ἔκπτωσις τιμῶν μέχρι 1ης Ἀπριλίου <box>513 2110 953 2130</box>
xrimat-currency: Λιρέττα <box>982 959 1027 972</box>
ergost-ad <box>492 1960 974 2185</box>
emporiki-title: ΕΜΠΟΡΙΚΗ ΚΙΝΗΣΙΣ <box>1051 1117 1206 1131</box>
pneum-title: ΠΝΕΥΜΑΤΙΚΗ ΚΙΝΗΣΙΣ <box>81 846 218 884</box>
theamata-title: ΘΕΑΜΑΤΑ <box>101 1256 198 1275</box>
dialexis-title: Ἡ διάλεξις τοῦ κ. Σωτηριάδη <box>86 887 213 919</box>
xrimat2-row <box>980 1059 1277 1072</box>
metafora-title: Μεταφορὰ γραφείου <box>1055 763 1202 779</box>
xrimat2-currency: Μάρκα <box>982 1098 1022 1111</box>
theatra-title: Θέατρα <box>122 1278 177 1294</box>
dimosth-title: ΔΗΜΟΣΘ. ΠΑΠΑΔΟΠΟΥΛΟΣ <box>1320 690 1523 704</box>
dan-ad: Κ. ΔΑΝ ΙΑΤΡΟΣ—ΠΑΘΟΛΟΓΟΣ Δέχεται ἐπισκέψεις εἰς τὴν κλινικὴν του ἀπὸ 9—12 καὶ 3—7. <box>1290 603 1553 684</box>
xrimat-row <box>980 998 1277 1011</box>
xrimat-currency: Λέβα <box>982 985 1010 998</box>
xaritantis-name: ΑΝ. ΧΑΡΙΤΑΝΤΗΣ <box>278 1118 473 1140</box>
kellad-addr: ΟΔΟΣ ΕΡΜΟΥ <box>531 1216 612 1229</box>
asvol-title: Ἀσβολ <box>789 891 836 907</box>
zaxaropoulou-name: Ι.Γ. ΖΑΧΑΡΟΠΟΥΛΟΥ <box>505 1006 658 1042</box>
xrimat2-currency: Λιρέττα <box>982 1085 1027 1098</box>
misir-title: Α. Σ. ΜΙΣΙΡΛΟΓΛΟΥ <box>736 1081 889 1096</box>
prosfygiki-title: ΠΡΟΣΦΥΓΙΚΗ ΖΩΗ <box>724 128 901 146</box>
kapnop-title: Καπνοπαραγωγοί δωρεάν <box>721 797 904 813</box>
kinnah-title: Κρηταϊδος Σύλλογος <box>1347 830 1496 846</box>
xrimat2-rate: 306 <box>1254 1072 1275 1085</box>
banner-title: ΑΠΟ ΗΜΕΡΑΣ ΕΙΣ ΗΜΕΡΑΝ <box>708 47 1504 103</box>
xrimat2-row <box>980 1085 1277 1098</box>
column-6: ΧΡΟΝΙΚΑ Τὸ τραῖνο τῆς ὁδοῦ Τσιμισκῆ. Ἀνεφέραμεν ὅτι μεταξὺ τοῦ Συμβουλίου καὶ τῆς ἑταιρίας ἀπεφασίσθη ἡ κατασκευὴ γραμμῆς εἰς τὴν ὁδὸν Τσιμισκῆ. Τὸ Δημοτικὸν Συμβούλιον ἐνέκρινε χθὲς τὴν πρότασιν τοῦ Δημάρχου διὰ τὴν διαπλάτυνσιν τῆς ὁδοῦ. Τὸ Δημοτικὸν δάνειον. Ἄφιξις ἐκ τοῦ Ἐξωτερικοῦ τοῦ ἀντιπροσώπου τῆς Τραπέζης διὰ τὴν ὑπογραφὴν τῆς συμβάσεως. Ὁ Νομαρχιακὸς Σερρῶν. Ἔφθασε χθὲς ἐκ Σερρῶν ὁ κ. Νομάρχης καὶ συνηντήθη μετὰ τοῦ Γενικοῦ Διοικητοῦ. Κλοπή. Κατηγγέλθη εἰς τὸ Ἀστυνομικὸν Τμῆμα ἡ κλοπὴ ἠλεκτρικῶν ἀμαξῶν. Ἀποφάσεις. Χθὲς ὁ Γενικὸς Διοικητὴς ὑπέγραψε τὴν ἀπόφασιν περὶ τῶν δημοτικῶν φόρων. Οἱ καπνοπωλεῖς. Χθὲς εἰς τὰ γραφεῖα τοῦ Συνδέσμου συνῆλθον οἱ καπνοπῶλαι. Μικροκλοπή Συνελήφθη χθὲς ὑπὸ τῶν ἀστυνομικῶν ὁ διαρρήκτης τοῦ καταστήματος τῆς ὁδοῦ Βενιζέλου. Ζητεῖται Μικρὸν διαμέρισμα ἐπιπλωμένον. Πληροφορίαι εἰς τὰ γραφεῖα μας. Παραδόσεις Κυρία παραδίδει μαθήματα Γαλλικῆς καὶ Ἀγγλικῆς. Ὁδὸς Ἁγίας Σοφίας. Κ. ΔΑΝ ΙΑΤΡΟΣ—ΠΑΘΟΛΟΓΟΣ Δέχεται ἐπισκέψεις εἰς τὴν κλινικὴν του ἀπὸ 9—12 καὶ 3—7. ΔΗΜΟΣΘ. ΠΑΠΑΔΟΠΟΥΛΟΣ Ἰατρὸς εἰδικὸς Μαιευτὴρ—Γυναικολόγος. Δέχεται 9—12 καὶ 3—6. ΣΤΑΦΙΔΕΣ Κορινθιακή: Τιμαὶ σταθεραί. Ζήτησις ἱκανοποιητική. ΑΜΥΓΔΑΛΑ: Ἡ ἀγορὰ ἀμετάβλητος. ΚΑΦΕΔΕΣ: Τιμαὶ σταθεραί. Ἡ ζήτησις περιωρισμένη. ΣΗΣΑΜΑ: Ἡ ἀγορὰ ἀδρανής. Κρηταϊδος Σύλλογος Γνωρίζομεν εἰς τὰ μέλη τοῦ Συλλόγου ὅτι ἡ γενικὴ συνέλευσις θὰ γίνῃ τὴν Κυριακήν. <box>1284 118 1560 2183</box>
xrimat2-title: ΧΡΗΜΑΤΙΣΤΗΡΙΟΝ ΑΘΗΝΩΝ <box>1031 1030 1226 1043</box>
dotkidis-addr: 46, Βενιζέλου 3—5 <box>322 1032 429 1045</box>
dionysia-f: Ο ΦΕΛΙΞ ΙΑΤΡΟΣ <box>124 1970 408 2005</box>
xrimat-currency: Λίραι Τουρκ. <box>982 1011 1054 1024</box>
column-5: ΟΙ ΚΑΠΝΕΡΓΑΤΑΙ ΑΠΕΡΡΙΨΑΝ ΤΑΣ ΠΡΟΤΑΣΕΙΣ ΤΟΥ ΤΜΗΜΑΤΑΡΧΟΥ ΤΗΣ ΕΡΓΑΣΙΑΣ κ. ΖΑΚΑ — ΘΑ ΕΠΙΔΙΩΧΘΗ Η ΕΞΕΥΡΕΣΙΣ ΜΕΣΗΣ ΛΥΣΕΩΣ Εἰς τὸ Πανεργατικὸν Κέντρον συνῆλθον χθὲς εἰς γενικὴν συνέλευσιν οἱ καπνεργάται πρὸς συζήτησιν τῶν προτάσεων τοῦ τμηματάρχου τῆς ἐργασίας κ. Ζακᾶ. Μετὰ μακρὰν συζήτησιν, αἱ προτάσεις ἀπερρίφθησαν. Ἡ ἐπιτροπὴ τῆς διαιτησίας θὰ ἐξετάσῃ ἐκ νέου τὸ ζήτημα καὶ θὰ ἐπιδιώξῃ τὴν ἐξεύρεσιν μέσης λύσεως, ὥστε νὰ ἀποφευχθῇ ἡ ἀπεργία. Οἱ καπνεργάται δηλοῦν ὅτι θὰ ἐπιμείνουν εἰς τὰ αἰτήματά των καὶ ὅτι ἡ ἀπεργία εἶναι ἀναπόφευκτος ἐὰν δὲν ἱκανοποιηθοῦν. ΕΡΓΑΤΙΚΑ Διαμαρτυρία Πανεργατικοῦ Ἐπιτροπὴ τοῦ Πανεργατικοῦ κέντρου παρουσιάσθη χθὲς εἰς τὸν Γενικὸν Διοικητὴν καὶ διεμαρτυρήθη διὰ τὴν στάσιν τῆς ἀστυνομίας. Τροχοδρομικοί Μεταξὺ τῶν τροχιοδρομικῶν καὶ τῆς ἑταιρίας ὑπεγράφη χθὲς συμφωνία διὰ τὰ ἡμερομίσθια. Ἐργάται δημοσίων Οἱ ἐργάται τῶν δημοσίων ἔργων ζητοῦν αὔξησιν τῶν ἡμερομισθίων των. Οἱ καπνεργάται Οἱ καπνεργάται τοῦ Συνδέσμου ἀπεφάσισαν νὰ συνέλθουν αὔριον. Τὰ λαϊκὰ θέατρα Τὸ Ἐργατικὸν Κέντρον ὀργανώνει λαϊκὰς παραστάσεις κάθε Κυριακήν. Ἡ Ἐκπαιδευτική Ἡ Ἐκπαιδευτικὴ ἐπιτροπὴ ἐξέδωκεν ἀνακοίνωσιν πρὸς τοὺς ἐργάτας. Μεταφορὰ γραφείου Ὁ κ. Τριανταφύλλου μετέφερε τὸ γραφεῖόν του εἰς τὴν ὁδὸν Ἐγνατίας 60. ΟΙΚΟΝΟΜΙΚΟΝ ΔΕΛΤΙΟΝ ΧΡΗΜΑΤΙΣΤΗΡΙΟΝ ΘΕΣ/ΝΙΚΗΣ Στερλίνα 378 Δολλάριον 78 Φράγκον 305 Λιρέττα 341 Λέι 42 Λέβα 55.75 Δραχμαί χρυσ. 53 Λίραι Τουρκ. 48 ΧΡΗΜΑΤΙΣΤΗΡΙΟΝ ΑΘΗΝΩΝ Λίρα Ἀγγλίας 377 Δολλάριον 77.75 Φράγκον 306 Λιρέττα 348 Μάρκα 16.75 ΕΜΠΟΡΙΚΗ ΚΙΝΗΣΙΣ ΑΛΕΥΡΑ: Ἡ ἀγορὰ ἐσημείωσε χθὲς σταθερότητα. Αἱ τιμαὶ ἐκυμάνθησαν μεταξὺ δρχ. 5.60 καὶ 6.10 κατ' ὀκᾶν. ΟΡΥΖΑ: Μεγάλη ἡ ζήτησις. Αἱ τιμαὶ διατηροῦνται ἀμετάβλητοι. ΣΑΚΧΑΡΙΣ: Ἀγοραὶ περιορισμέναι, τιμαὶ σταθεραί. <box>974 118 1284 2183</box>
zitetai-title: Ζητεῖται <box>1377 499 1466 519</box>
zoras-title: ΔΗΜ. ΖΩΡΑΣ <box>498 902 645 926</box>
dotkidis-name: Π. ΔΟΤΚΙΔΗΣ <box>304 1011 447 1032</box>
kyth-title: Σύλλογος Κυθωνιέων <box>735 338 890 354</box>
